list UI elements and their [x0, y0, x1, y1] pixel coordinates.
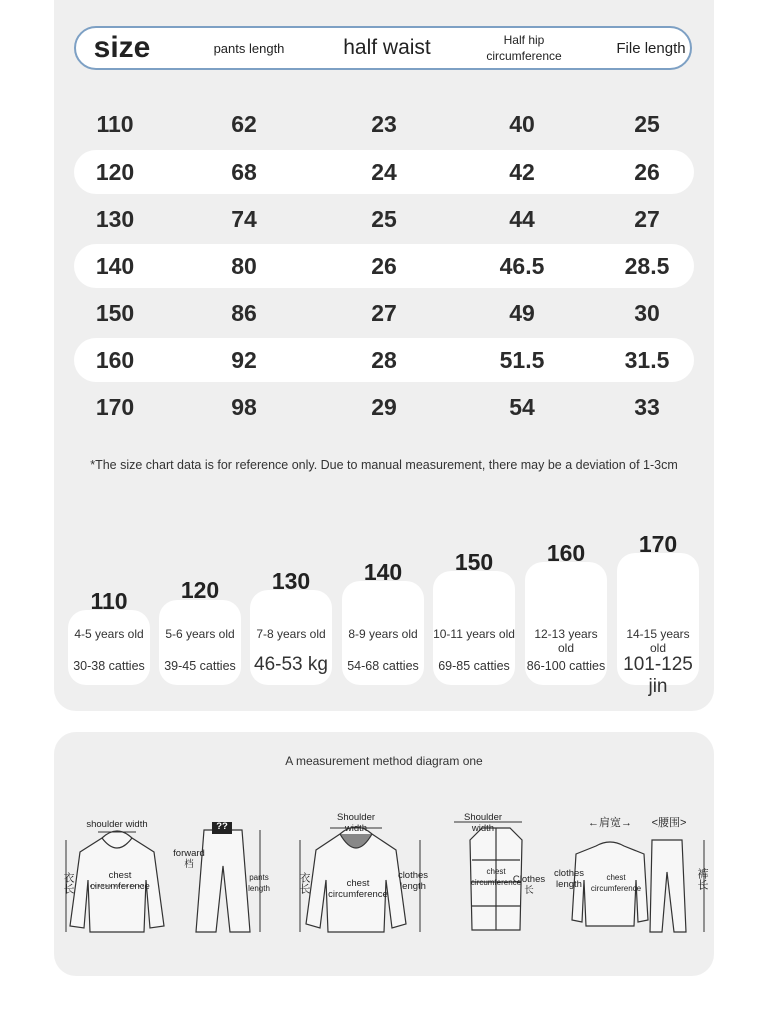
file-length-cell: 28.5 — [624, 253, 670, 279]
half-waist-cell: 27 — [371, 300, 397, 326]
bar-weight-label: 46-53 kg — [254, 654, 328, 675]
chest-label: chest circumference — [470, 867, 522, 887]
chest-label: chest circumference — [328, 878, 388, 900]
half-hip-cell: 46.5 — [499, 253, 545, 279]
bar-weight-label: 54-68 catties — [347, 659, 419, 673]
header-half-waist: half waist — [343, 36, 431, 59]
header-file-length: File length — [616, 39, 686, 57]
bar-age-label: 8-9 years old — [348, 627, 418, 641]
table-row — [74, 197, 694, 241]
bar-weight-label: 39-45 catties — [164, 659, 236, 673]
clothes-length-label: clothes length — [397, 870, 429, 892]
file-length-cell: 33 — [634, 394, 660, 420]
hoodie-front-diagram — [296, 810, 428, 940]
bar-weight-label: 86-100 catties — [526, 659, 606, 673]
pants-length-cn-label: 裤长 — [696, 868, 708, 890]
half-hip-cell: 54 — [509, 394, 535, 420]
waist-cn-label: <腰围> — [651, 817, 687, 829]
chest-label: chest circumference — [90, 870, 150, 892]
half-hip-cell: 51.5 — [499, 347, 545, 373]
half-waist-cell: 23 — [371, 111, 397, 137]
half-hip-cell: 49 — [509, 300, 535, 326]
file-length-cell: 25 — [634, 111, 660, 137]
size-chart-note: *The size chart data is for reference only. Due to manual measurement, there may be a deviation of 1-3cm — [90, 458, 678, 472]
bar-age-label: 4-5 years old — [74, 627, 144, 641]
half-waist-cell: 25 — [371, 206, 397, 232]
header-half-hip: Half hip circumference — [486, 33, 562, 63]
table-row — [74, 291, 694, 335]
table-row — [74, 385, 694, 429]
chest-label: chest circumference — [590, 873, 642, 893]
hoodie-diagram — [62, 810, 172, 940]
pants-length-cell: 92 — [231, 347, 257, 373]
table-header — [74, 26, 692, 70]
size-cell: 160 — [95, 347, 135, 373]
bar-size-label: 110 — [90, 588, 128, 614]
bar-weight-label: 30-38 catties — [73, 659, 145, 673]
pants-length-cell: 80 — [231, 253, 257, 279]
bar-size-label: 120 — [180, 577, 220, 603]
half-waist-cell: 26 — [371, 253, 397, 279]
shoulder-width-label: shoulder width — [86, 819, 148, 830]
size-cell: 170 — [95, 394, 135, 420]
header-pants-length: pants length — [213, 40, 285, 56]
file-length-cell: 26 — [634, 159, 660, 185]
bar-size-label: 160 — [546, 540, 586, 566]
bar-weight-label: 69-85 catties — [438, 659, 510, 673]
forward-badge: ?? — [216, 821, 228, 832]
bar-age-label: 7-8 years old — [256, 627, 326, 641]
clothes-label: Clothes 长 — [512, 874, 546, 896]
half-waist-cell: 24 — [371, 159, 397, 185]
size-cell: 120 — [95, 159, 135, 185]
table-row — [74, 150, 694, 194]
forward-label: forward 档 — [173, 848, 205, 870]
file-length-cell: 27 — [634, 206, 660, 232]
pants-length-cell: 86 — [231, 300, 257, 326]
pants-length-cell: 98 — [231, 394, 257, 420]
pants-length-cell: 68 — [231, 159, 257, 185]
clothes-length-label: clothes length — [553, 868, 585, 890]
shoulder-width-cn-label: ←肩宽→ — [588, 817, 632, 829]
vest-diagram — [446, 810, 546, 940]
half-waist-cell: 29 — [371, 394, 397, 420]
half-hip-cell: 44 — [509, 206, 535, 232]
bar-age-label: 12-13 years old — [534, 627, 598, 655]
bar-age-label: 10-11 years old — [433, 627, 515, 641]
bar-weight-label: 101-125 jin — [623, 654, 693, 697]
bar-size-label: 150 — [454, 549, 494, 575]
size-bar-110 — [68, 610, 150, 685]
size-cell: 150 — [95, 300, 135, 326]
half-hip-cell: 40 — [509, 111, 535, 137]
diagram-title: A measurement method diagram one — [285, 754, 483, 768]
table-row — [74, 338, 694, 382]
pants-length-label: pants length — [248, 873, 270, 893]
size-cell: 110 — [96, 111, 134, 137]
pants-length-cell: 74 — [231, 206, 257, 232]
bar-age-label: 14-15 years old — [626, 627, 690, 655]
table-row — [74, 102, 694, 146]
bar-size-label: 140 — [363, 559, 403, 585]
size-cell: 140 — [95, 253, 135, 279]
header-size: size — [93, 31, 151, 64]
bar-size-label: 130 — [271, 568, 311, 594]
clothes-length-cn-label: 衣长 — [298, 872, 310, 894]
table-row — [74, 244, 694, 288]
pants-length-cell: 62 — [231, 111, 257, 137]
file-length-cell: 31.5 — [624, 347, 670, 373]
half-hip-cell: 42 — [509, 159, 535, 185]
set-diagram — [552, 810, 712, 940]
bar-size-label: 170 — [638, 531, 678, 557]
clothes-length-cn-label: 衣长 — [62, 872, 74, 894]
file-length-cell: 30 — [634, 300, 660, 326]
bar-age-label: 5-6 years old — [165, 627, 235, 641]
size-cell: 130 — [95, 206, 135, 232]
shoulder-width-label: Shoulder width — [336, 812, 376, 834]
half-waist-cell: 28 — [371, 347, 397, 373]
shoulder-width-label: Shoulder width — [463, 812, 503, 834]
pants-diagram — [172, 810, 272, 940]
